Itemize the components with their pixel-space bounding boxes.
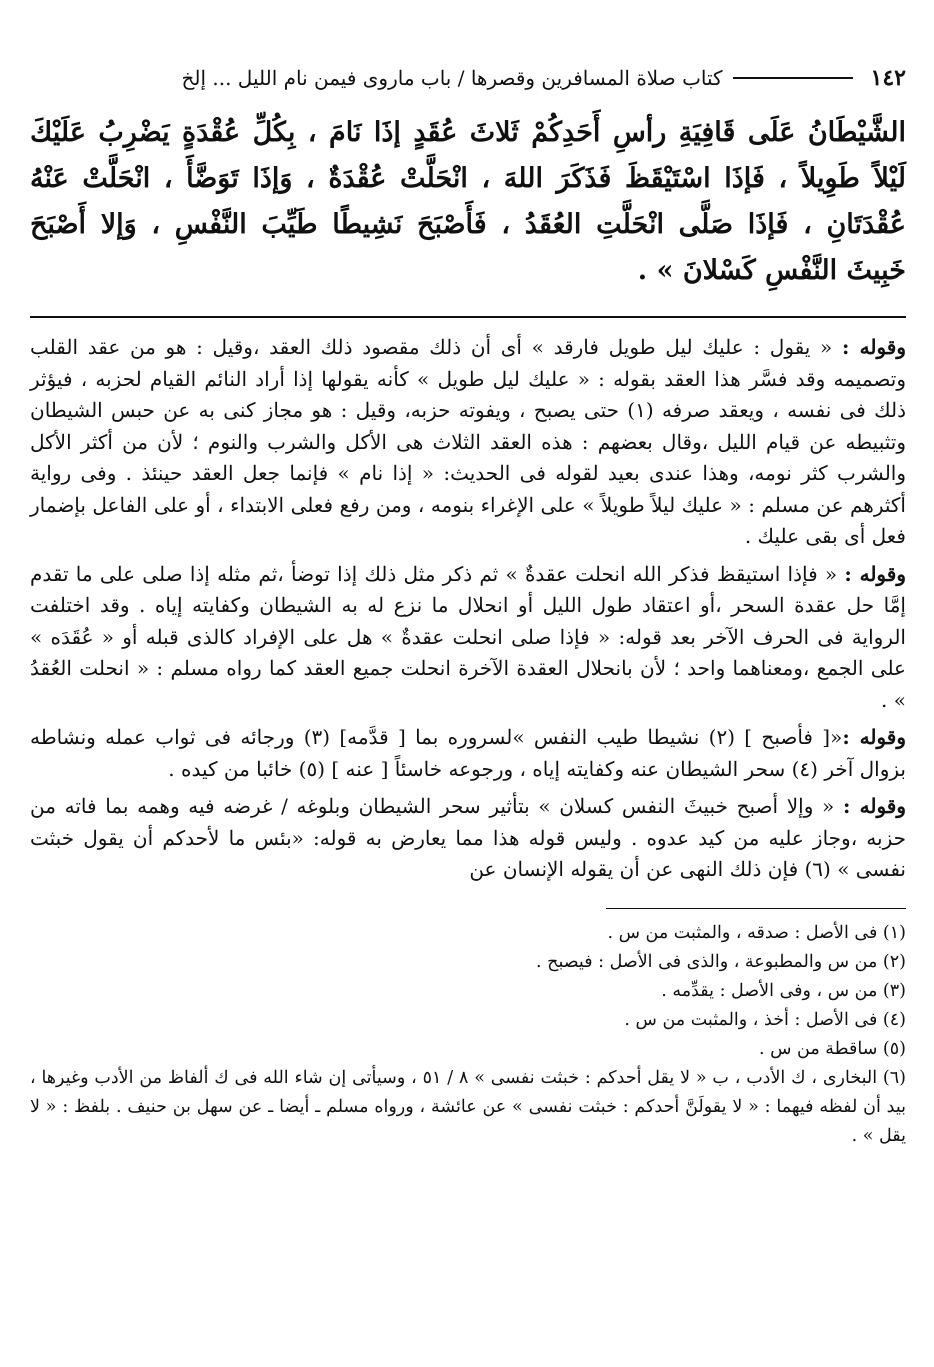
footnote: (٥) ساقطة من س . [758, 1038, 906, 1059]
footnotes [30, 919, 906, 1151]
paragraph-text: « وإلا أصبح خبيثَ النفس كسلان » بتأثير سحر الشيطان وبلوغه / غرضه فيه وهمه بما فاته من حزبه ،وجاز عليه من كيد عدوه . وليس قوله هذا مما يعارض به قوله: «بئس ما لأحدكم أن يقول خبثت نفسى » (٦) فإن ذلك النهى عن أن يقوله الإنسان عن [30, 794, 906, 881]
book-page [30, 60, 906, 1327]
running-title: كتاب صلاة المسافرين وقصرها / باب ماروى فيمن نام الليل ... إلخ [181, 66, 723, 90]
commentary [30, 332, 906, 886]
paragraph-lead: وقوله : [844, 561, 906, 586]
section-divider [30, 316, 906, 318]
footnote: (٦) البخارى ، ك الأدب ، ب « لا يقل أحدكم : خبثت نفسى » ٨ / ٥١ ، وسيأتى إن شاء الله فى ك ألفاظ من الأدب وغيرها ، بيد أن لفظه فيهما : « لا يقولَنَّ أحدكم : خبثت نفسى » عن عائشة ، ورواه مسلم ـ أيضا ـ عن سهل بن حنيف . بلفظ : « لا يقل » . [30, 1067, 906, 1146]
commentary-paragraph [30, 722, 906, 785]
commentary-paragraph [30, 791, 906, 886]
commentary-paragraph [30, 332, 906, 553]
paragraph-lead: وقوله : [842, 725, 906, 749]
header-rule [733, 77, 853, 79]
paragraph-lead: وقوله : [841, 335, 906, 359]
footnote: (٤) فى الأصل : أخذ ، والمثبت من س . [624, 1009, 906, 1030]
footnote: (٣) من س ، وفى الأصل : يقدِّمه . [661, 980, 906, 1001]
hadith-text: الشَّيْطَانُ عَلَى قَافِيَةِ رأسِ أَحَدِكُمْ ثَلاثَ عُقَدٍ إذَا نَامَ ، بِكُلِّ عُقْدَةٍ يَضْرِبُ عَلَيْكَ لَيْلاً طَوِيلاً ، فَإذَا اسْتَيْقَظَ فَذَكَرَ اللهَ ، انْحَلَّتْ عُقْدَةٌ ، وَإذَا تَوَضَّأَ ، انْحَلَّتْ عَنْهُ عُقْدَتَانِ ، فَإذَا صَلَّى انْحَلَّتِ العُقَدُ ، فَأَصْبَحَ نَشِيطًا طَيِّبَ النَّفْسِ ، وَإلا أَصْبَحَ خَبِيثَ النَّفْسِ كَسْلانَ » . [30, 117, 906, 286]
paragraph-lead: وقوله : [842, 794, 906, 818]
paragraph-text: «[ فأصبح ] (٢) نشيطا طيب النفس »لسروره بما [ قدَّمه] (٣) ورجائه فى ثواب عمله ونشاطه بزوال آخر (٤) سحر الشيطان عنه وكفايته إياه ، ورجوعه خاسئاً [ عنه ] (٥) خائبا من كيده . [30, 725, 906, 781]
footnote: (١) فى الأصل : صدقه ، والمثبت من س . [607, 922, 906, 943]
paragraph-text: « فإذا استيقظ فذكر الله انحلت عقدةٌ » ثم ذكر مثل ذلك إذا توضأ ،ثم مثله إذا صلى على ما تقدم إمَّا حل عقدة السحر ،أو اعتقاد طول الليل أو انحلال ما نزع له به الشيطان وكفايته إياه . وقد اختلفت الرواية فى الحرف الآخر بعد قوله: « فإذا صلى انحلت عقدةٌ » هل على الإفراد كالذى قبله أو « عُقَدَه » على الجمع ،ومعناهما واحد ؛ لأن بانحلال العقدة الآخرة انحلت جميع العقد كما رواه مسلم : « انحلت العُقدُ » . [30, 561, 906, 712]
commentary-paragraph [30, 559, 906, 717]
page-number: ١٤٢ [870, 65, 906, 91]
running-header [30, 60, 906, 96]
paragraph-text: « يقول : عليك ليل طويل فارقد » أى أن ذلك مقصود ذلك العقد ،وقيل : هو من عقد القلب وتصميمه وقد فسَّر هذا العقد بقوله : « عليك ليل طويل » كأنه يقولها إذا أراد النائم القيام لحزبه ، فيؤثر ذلك فى نفسه ، ويعقد صرفه (١) حتى يصبح ، ويفوته حزبه، وقيل : هو مجاز كنى به عن حبس الشيطان وتثبيطه عن قيام الليل ،وقال بعضهم : هذه العقد الثلاث هى الأكل والشرب والنوم ؛ لأن من أكثر الأكل والشرب كثر نومه، وهذا عندى بعيد لقوله فى الحديث: « إذا نام » فإنما جعل العقد حينئذ . وفى رواية أكثرهم عن مسلم : « عليك ليلاً طويلاً » على الإغراء بنومه ، ومن رفع فعلى الابتداء ، أو على الفاعل بإضمار فعل أى بقى عليك . [30, 335, 907, 548]
footnote: (٢) من س والمطبوعة ، والذى فى الأصل : فيصبح . [536, 951, 906, 972]
footnote-divider [606, 908, 906, 909]
